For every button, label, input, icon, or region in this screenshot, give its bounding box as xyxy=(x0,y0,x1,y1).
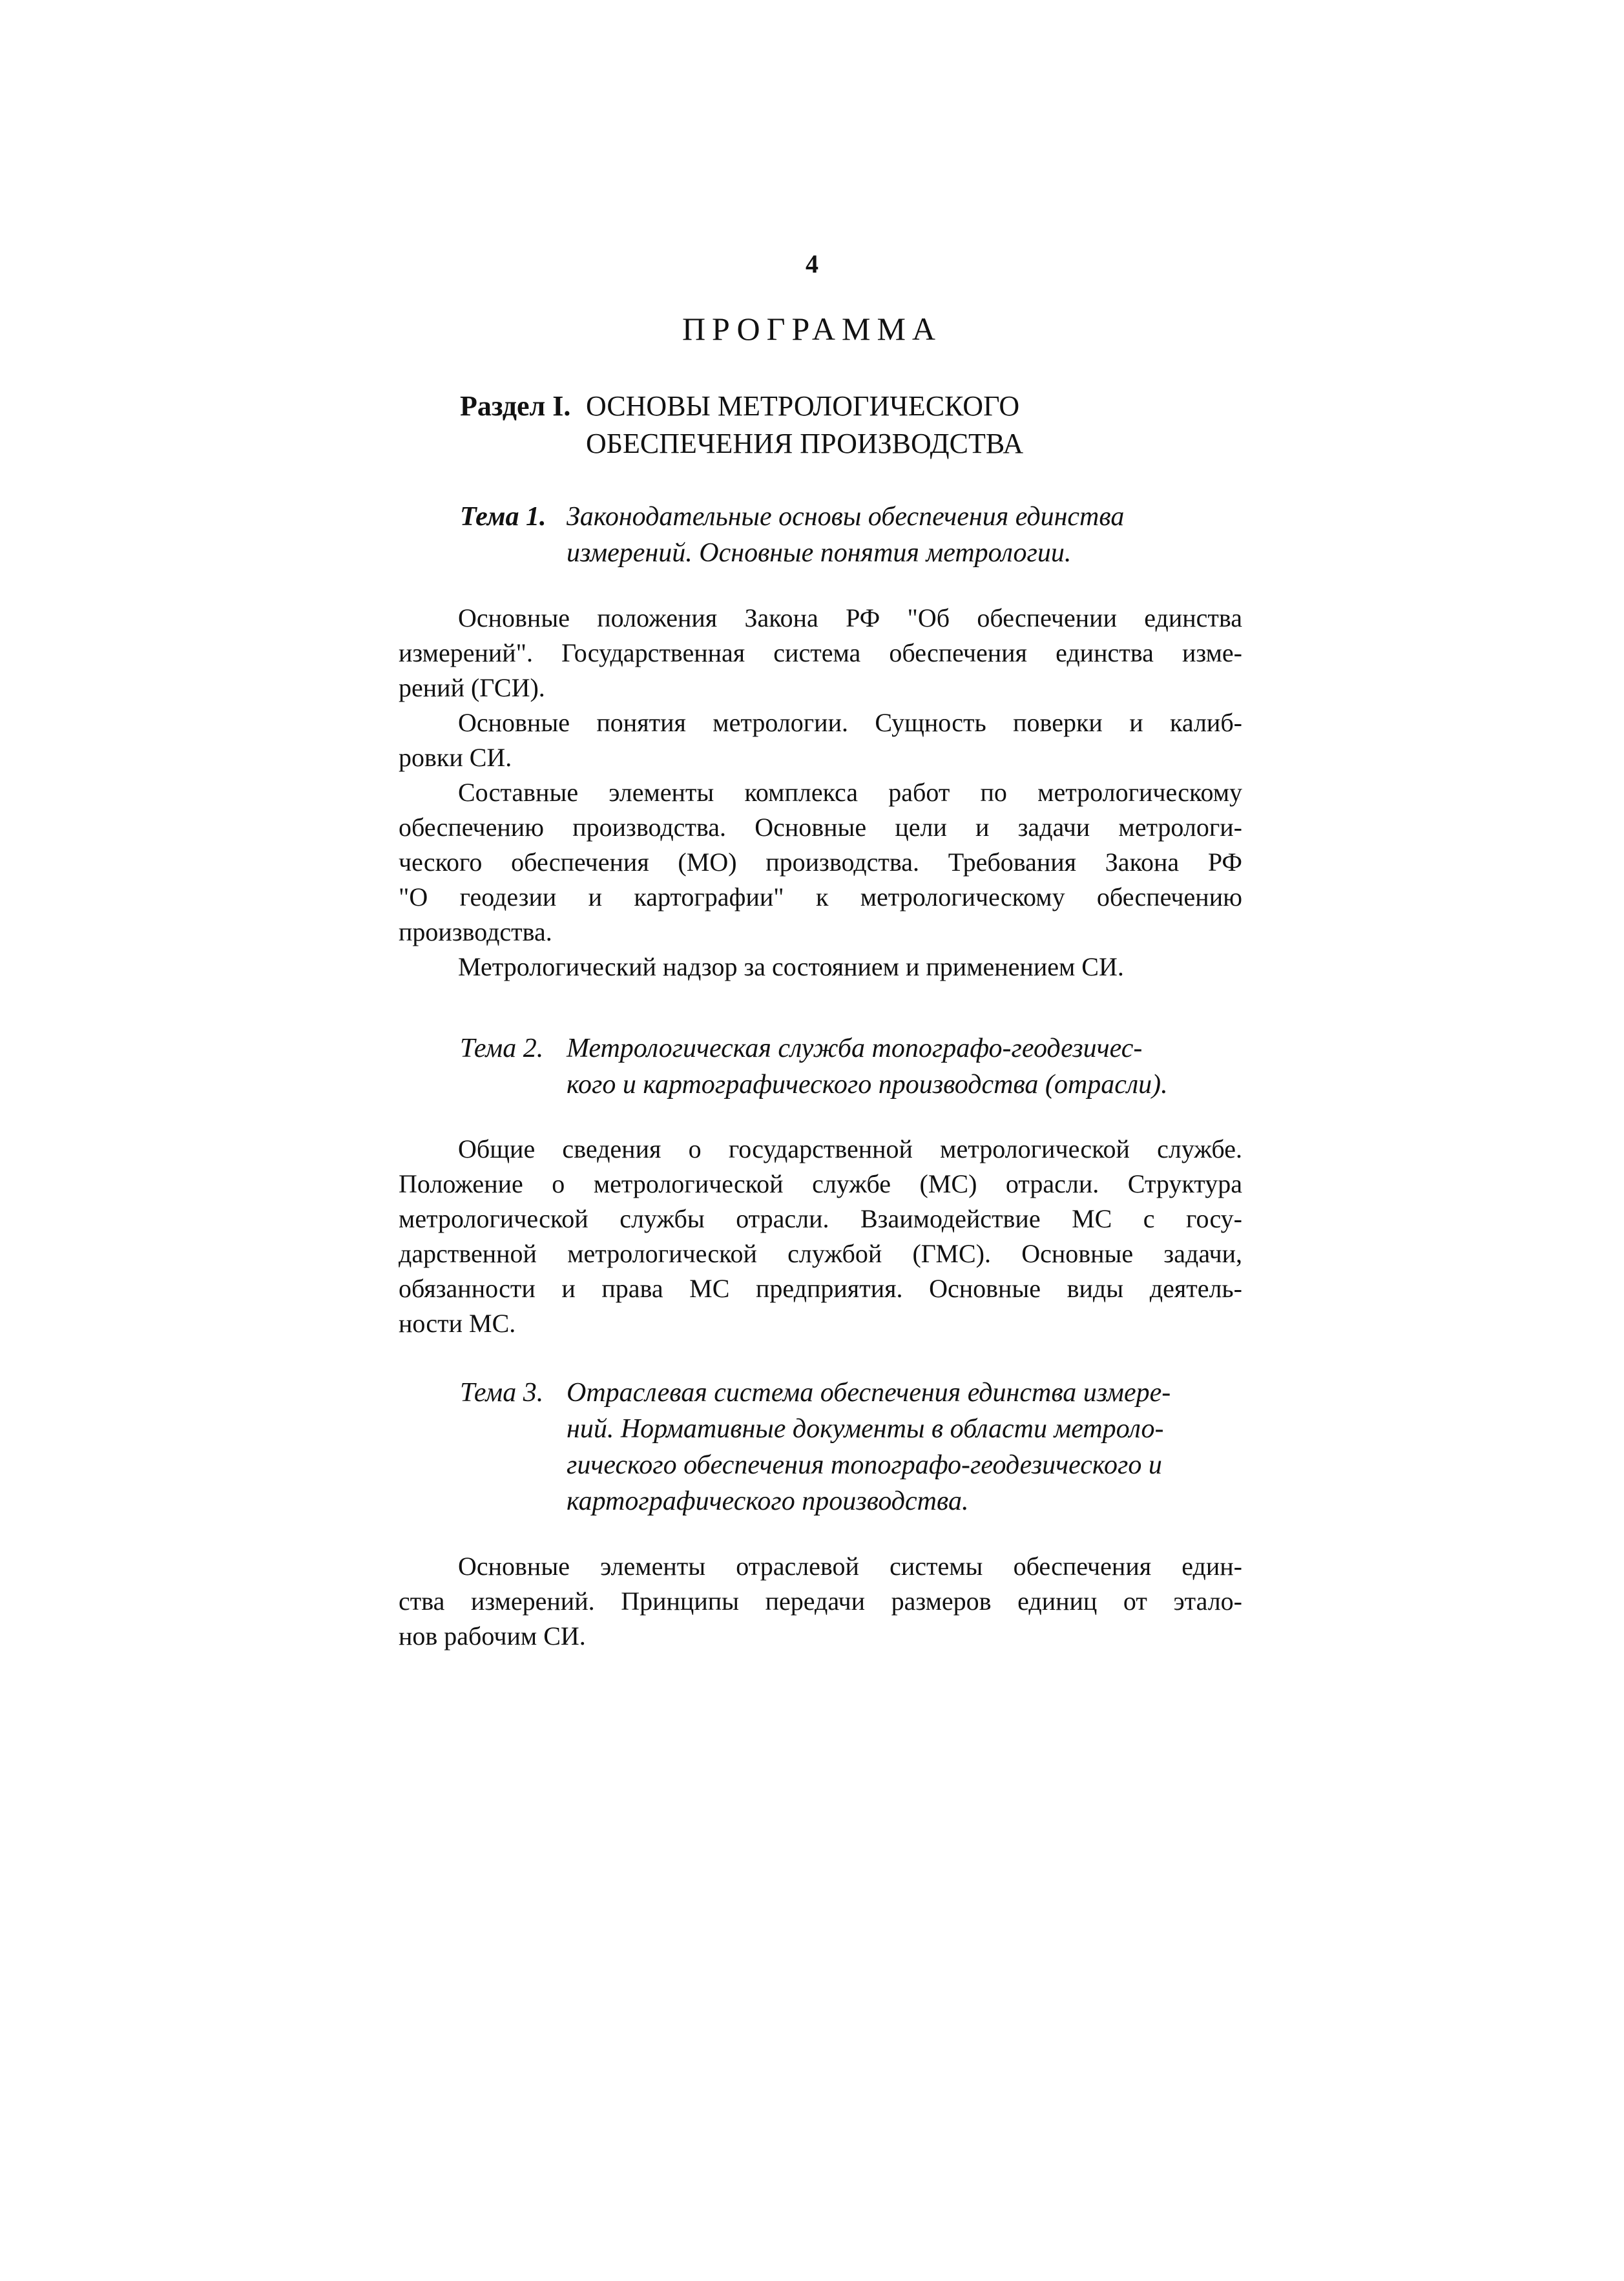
body-line: производства. xyxy=(399,917,552,946)
body-line: Основные положения Закона РФ "Об обеспечении единства xyxy=(458,603,1242,632)
body-line: Положение о метрологической службе (МС) отрасли. Структура xyxy=(399,1169,1242,1198)
body-line: Основные элементы отраслевой системы обеспечения един- xyxy=(458,1552,1242,1581)
topic-3-body xyxy=(399,1549,1242,1654)
body-line: метрологической службы отрасли. Взаимодействие МС с госу- xyxy=(399,1204,1242,1233)
topic-title xyxy=(567,1030,1261,1103)
body-line: измерений". Государственная система обеспечения единства изме- xyxy=(399,638,1242,667)
body-line: Основные понятия метрологии. Сущность поверки и калиб- xyxy=(458,708,1242,737)
body-line: ности МС. xyxy=(399,1309,516,1338)
body-line: ства измерений. Принципы передачи размеров единиц от этало- xyxy=(399,1587,1242,1616)
program-title: ПРОГРАММА xyxy=(682,311,942,347)
body-line: нов рабочим СИ. xyxy=(399,1621,586,1651)
topic-2-body xyxy=(399,1132,1242,1341)
topic-2-heading xyxy=(460,1030,1261,1103)
body-line: рений (ГСИ). xyxy=(399,673,545,702)
body-line: обеспечению производства. Основные цели и задачи метрологи- xyxy=(399,813,1242,842)
topic-title-line: ний. Нормативные документы в области метроло- xyxy=(567,1414,1164,1444)
topic-label: Тема 1. xyxy=(460,502,547,532)
section-title-line: ОБЕСПЕЧЕНИЯ ПРОИЗВОДСТВА xyxy=(586,428,1024,459)
topic-title-line: Метрологическая служба топографо-геодезичес- xyxy=(567,1034,1143,1063)
page-number: 4 xyxy=(806,249,818,278)
body-line: ческого обеспечения (МО) производства. Требования Закона РФ xyxy=(399,848,1242,877)
topic-1-body xyxy=(399,601,1242,984)
topic-title-line: кого и картографического производства (отрасли). xyxy=(567,1070,1168,1099)
topic-label: Тема 2. xyxy=(460,1034,544,1063)
topic-title-line: гического обеспечения топографо-геодезического и xyxy=(567,1450,1162,1480)
section-label: Раздел I. xyxy=(460,390,571,422)
topic-title-line: картографического производства. xyxy=(567,1486,969,1516)
body-line: "О геодезии и картографии" к метрологическому обеспечению xyxy=(399,882,1242,911)
body-line: обязанности и права МС предприятия. Основные виды деятель- xyxy=(399,1274,1242,1303)
topic-1-heading xyxy=(460,499,1261,571)
section-heading xyxy=(460,388,1300,463)
body-line: Метрологический надзор за состоянием и применением СИ. xyxy=(458,952,1124,981)
topic-title-line: Законодательные основы обеспечения единства xyxy=(567,502,1125,532)
body-line: дарственной метрологической службой (ГМС). Основные задачи, xyxy=(399,1239,1242,1268)
topic-title xyxy=(567,499,1261,571)
body-line: ровки СИ. xyxy=(399,743,512,772)
topic-title-line: измерений. Основные понятия метрологии. xyxy=(567,538,1072,568)
topic-3-heading xyxy=(460,1375,1261,1519)
topic-title xyxy=(567,1375,1261,1519)
topic-label: Тема 3. xyxy=(460,1378,544,1408)
body-line: Составные элементы комплекса работ по метрологическому xyxy=(458,778,1242,807)
body-line: Общие сведения о государственной метрологической службе. xyxy=(458,1134,1242,1163)
section-title xyxy=(586,388,1023,463)
topic-title-line: Отраслевая система обеспечения единства измере- xyxy=(567,1378,1171,1408)
section-title-line: ОСНОВЫ МЕТРОЛОГИЧЕСКОГО xyxy=(586,390,1020,422)
